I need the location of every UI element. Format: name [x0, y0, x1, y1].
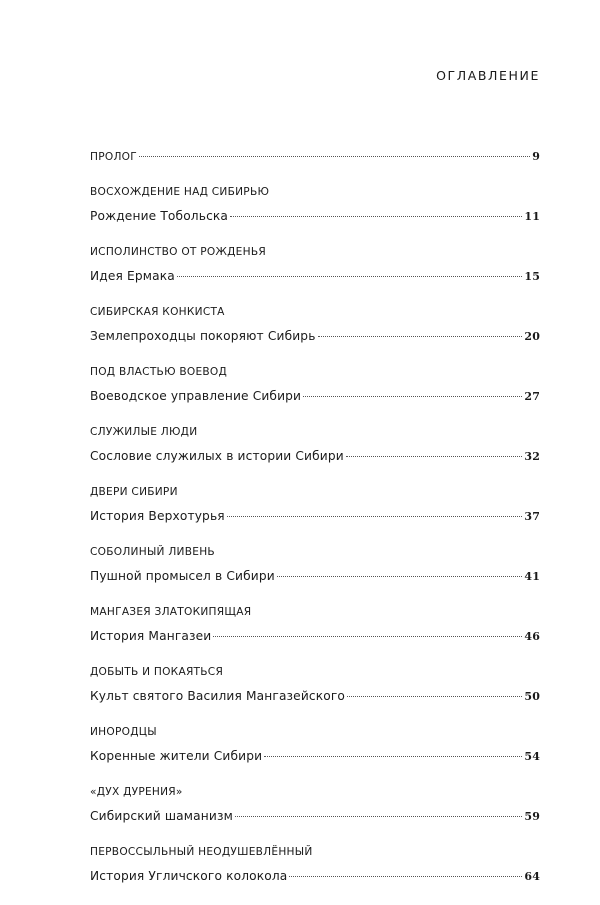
- toc-line: [90, 869, 540, 884]
- toc-entry[interactable]: [90, 725, 540, 764]
- toc-title: ПРОЛОГ: [90, 151, 137, 163]
- toc-title: Пушной промысел в Сибири: [90, 569, 275, 583]
- dot-leader: [213, 636, 522, 637]
- toc-entry[interactable]: [90, 365, 540, 404]
- toc-line: [90, 389, 540, 404]
- page-number: 54: [524, 750, 540, 763]
- page-number: 11: [524, 210, 540, 223]
- toc-entry[interactable]: [90, 305, 540, 344]
- toc-entry[interactable]: [90, 665, 540, 704]
- section-title: СИБИРСКАЯ КОНКИСТА: [90, 306, 225, 318]
- toc-entry[interactable]: [90, 785, 540, 824]
- toc-line: [90, 209, 540, 224]
- page-title: ОГЛАВЛЕНИЕ: [436, 68, 540, 83]
- page-number: 37: [524, 510, 540, 523]
- dot-leader: [264, 756, 522, 757]
- section-title: ИНОРОДЦЫ: [90, 726, 157, 738]
- table-of-contents: [90, 150, 540, 905]
- page-number: 41: [524, 570, 540, 583]
- toc-title: Идея Ермака: [90, 269, 175, 283]
- toc-title: История Верхотурья: [90, 509, 225, 523]
- toc-entry[interactable]: [90, 845, 540, 884]
- page-number: 59: [524, 810, 540, 823]
- dot-leader: [318, 336, 523, 337]
- page-number: 32: [524, 450, 540, 463]
- section-title: СЛУЖИЛЫЕ ЛЮДИ: [90, 426, 198, 438]
- dot-leader: [346, 456, 523, 457]
- dot-leader: [139, 156, 530, 157]
- page-number: 46: [524, 630, 540, 643]
- section-title: ПОД ВЛАСТЬЮ ВОЕВОД: [90, 366, 228, 378]
- toc-title: Рождение Тобольска: [90, 209, 229, 223]
- toc-title: Землепроходцы покоряют Сибирь: [90, 329, 316, 343]
- dot-leader: [177, 276, 523, 277]
- dot-leader: [347, 696, 522, 697]
- dot-leader: [227, 516, 523, 517]
- toc-line: [90, 809, 540, 824]
- page-number: 20: [524, 330, 540, 343]
- section-title: ВОСХОЖДЕНИЕ НАД СИБИРЬЮ: [90, 186, 270, 198]
- toc-entry[interactable]: [90, 485, 540, 524]
- page-number: 64: [524, 870, 540, 883]
- page-number: 9: [532, 150, 540, 163]
- section-title: «ДУХ ДУРЕНИЯ»: [90, 786, 183, 798]
- toc-entry[interactable]: [90, 185, 540, 224]
- toc-entry[interactable]: [90, 425, 540, 464]
- toc-title: Коренные жители Сибири: [90, 749, 263, 763]
- dot-leader: [277, 576, 523, 577]
- toc-line: [90, 269, 540, 284]
- page-number: 27: [524, 390, 540, 403]
- toc-entry[interactable]: [90, 605, 540, 644]
- section-title: СОБОЛИНЫЙ ЛИВЕНЬ: [90, 546, 215, 558]
- dot-leader: [230, 216, 522, 217]
- toc-title: Культ святого Василия Мангазейского: [90, 689, 346, 703]
- page-number: 50: [524, 690, 540, 703]
- toc-line: [90, 150, 540, 164]
- section-title: МАНГАЗЕЯ ЗЛАТОКИПЯЩАЯ: [90, 606, 252, 618]
- toc-title: Воеводское управление Сибири: [90, 389, 302, 403]
- toc-line: [90, 329, 540, 344]
- toc-line: [90, 569, 540, 584]
- toc-line: [90, 749, 540, 764]
- section-title: ИСПОЛИНСТВО ОТ РОЖДЕНЬЯ: [90, 246, 266, 258]
- dot-leader: [235, 816, 522, 817]
- page-number: 15: [524, 270, 540, 283]
- toc-line: [90, 509, 540, 524]
- toc-title: История Угличского колокола: [90, 869, 288, 883]
- toc-line: [90, 689, 540, 704]
- toc-title: История Мангазеи: [90, 629, 212, 643]
- section-title: ДВЕРИ СИБИРИ: [90, 486, 178, 498]
- toc-title: Сибирский шаманизм: [90, 809, 233, 823]
- toc-entry-prologue[interactable]: [90, 150, 540, 164]
- toc-line: [90, 449, 540, 464]
- dot-leader: [303, 396, 522, 397]
- section-title: ДОБЫТЬ И ПОКАЯТЬСЯ: [90, 666, 224, 678]
- toc-entry[interactable]: [90, 545, 540, 584]
- dot-leader: [289, 876, 522, 877]
- toc-title: Сословие служилых в истории Сибири: [90, 449, 344, 463]
- toc-entry[interactable]: [90, 245, 540, 284]
- section-title: ПЕРВОССЫЛЬНЫЙ НЕОДУШЕВЛЁННЫЙ: [90, 846, 313, 858]
- toc-line: [90, 629, 540, 644]
